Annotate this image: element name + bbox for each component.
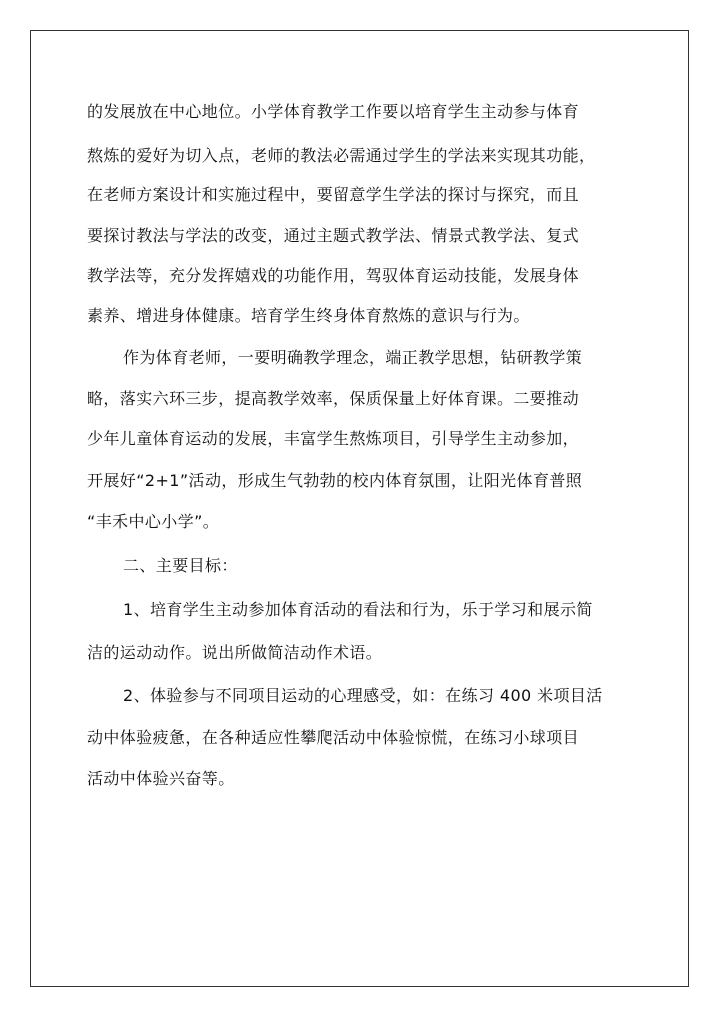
text-line: 2、体验参与不同项目运动的心理感受，如：在练习 400 米项目活 — [123, 686, 603, 705]
paragraph-1 — [87, 94, 633, 336]
heading-main-goals: 二、主要目标： — [123, 556, 238, 575]
paragraph-2 — [87, 336, 633, 542]
text-line: 教学法等，充分发挥嬉戏的功能作用，驾驭体育运动技能，发展身体 — [87, 266, 580, 285]
text-line: 少年儿童体育运动的发展，丰富学生熬炼项目，引导学生主动参加， — [87, 429, 580, 448]
goal-2 — [87, 674, 633, 799]
text-line: 熬炼的爱好为切入点，老师的教法必需通过学生的学法来实现其功能， — [87, 146, 596, 165]
text-line: 1、培育学生主动参加体育活动的看法和行为，乐于学习和展示简 — [123, 600, 593, 619]
goal-1 — [87, 589, 633, 674]
text-line: 的发展放在中心地位。小学体育教学工作要以培育学生主动参与体育 — [87, 102, 580, 121]
text-line: 要探讨教法与学法的改变，通过主题式教学法、情景式教学法、复式 — [87, 226, 580, 245]
text-line: 洁的运动动作。说出所做简洁动作术语。 — [87, 643, 383, 662]
text-line: 开展好“2+1”活动，形成生气勃勃的校内体育氛围，让阳光体育普照 — [87, 471, 583, 490]
section-heading — [87, 542, 633, 589]
document-body — [87, 94, 633, 799]
text-line: 活动中体验兴奋等。 — [87, 769, 235, 788]
text-line: 略，落实六环三步，提高教学效率，保质保量上好体育课。二要推动 — [87, 389, 580, 408]
text-line: 作为体育老师，一要明确教学理念，端正教学思想，钻研教学策 — [123, 348, 583, 367]
text-line: 动中体验疲惫，在各种适应性攀爬活动中体验惊慌，在练习小球项目 — [87, 728, 580, 747]
text-line: 在老师方案设计和实施过程中，要留意学生学法的探讨与探究，而且 — [87, 185, 580, 204]
text-line: 素养、增进身体健康。培育学生终身体育熬炼的意识与行为。 — [87, 306, 530, 325]
text-line: “丰禾中心小学”。 — [87, 512, 220, 531]
